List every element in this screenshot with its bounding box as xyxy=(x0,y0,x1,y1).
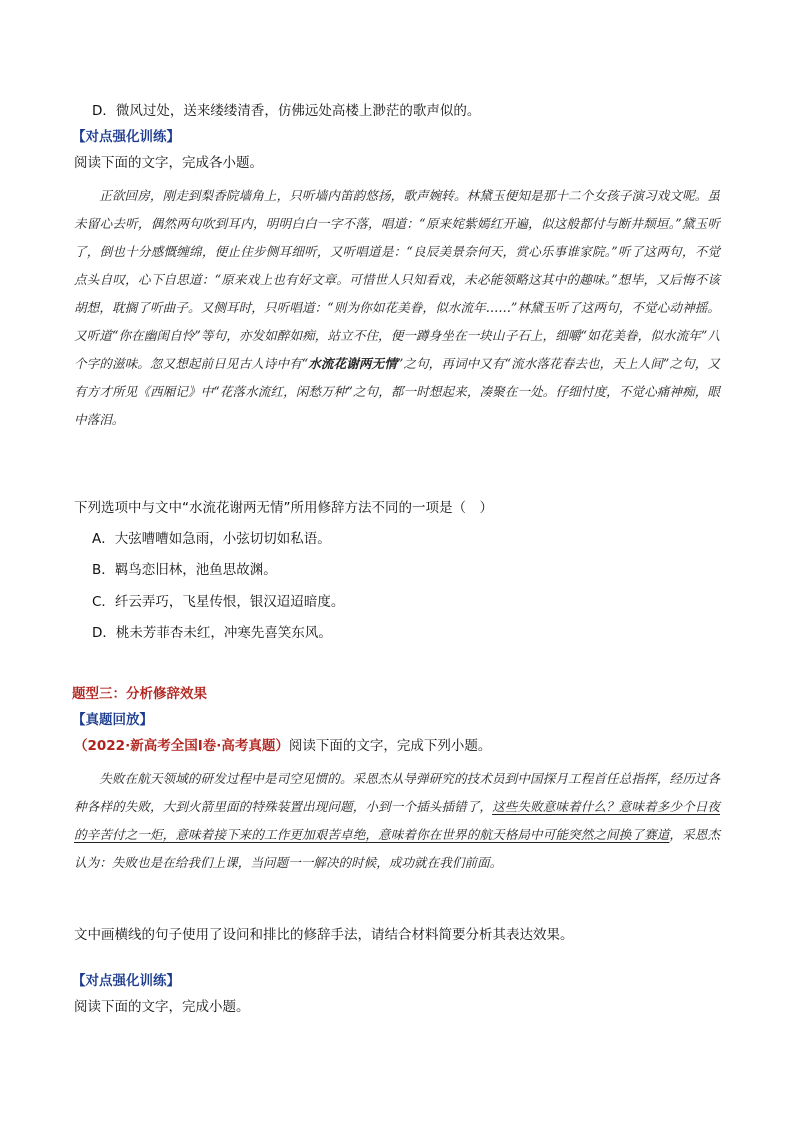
passage-aerospace xyxy=(74,765,720,877)
option-c: C．纤云弄巧，飞星传恨，银汉迢迢暗度。 xyxy=(92,594,345,610)
passage-aerospace-part1: 失败在航天领域的研发过程中是司空见惯的。采恩杰从导弹研究的技术员到中国探月工程首任总指挥，经历过各种各样的失败，大到火箭里面的特殊装置出现问题，小到一个插头插错了， xyxy=(74,771,720,814)
option-a: A．大弦嘈嘈如急雨，小弦切切如私语。 xyxy=(92,531,331,547)
drill-heading-1: 【对点强化训练】 xyxy=(72,129,180,145)
passage-aerospace-part2: ，采恩杰认为：失败也是在给我们上课，当问题一一解决的时候，成功就在我们前面。 xyxy=(74,827,721,870)
instruction-2: 阅读下面的文字，完成下列小题。 xyxy=(288,738,492,754)
instruction-1: 阅读下面的文字，完成各小题。 xyxy=(74,155,263,171)
instruction-3: 阅读下面的文字，完成小题。 xyxy=(74,999,250,1015)
passage-daiyu xyxy=(74,182,720,434)
option-b: B．羁鸟恋旧林，池鱼思故渊。 xyxy=(92,562,277,578)
real-question-heading: 【真题回放】 xyxy=(72,712,153,728)
source-line xyxy=(74,736,794,756)
passage-daiyu-part2: ”之句，再词中又有“流水落花春去也，天上人间”之句，又有方才所见《西厢记》中“花落水流红，闲愁万种”之句，都一时想起来，凑聚在一处。仔细忖度，不觉心痛神痴，眼中落泪。 xyxy=(74,356,720,427)
drill-heading-2: 【对点强化训练】 xyxy=(72,973,180,989)
question-2: 文中画横线的句子使用了设问和排比的修辞手法，请结合材料简要分析其表达效果。 xyxy=(74,927,574,943)
passage-daiyu-part1: 正欲回房，刚走到梨香院墙角上，只听墙内笛韵悠扬，歌声婉转。林黛玉便知是那十二个女孩子演习戏文呢。虽未留心去听，偶然两句吹到耳内，明明白白一字不落，唱道：“原来姹紫嫣红开遍，似这般都付与断井颓垣。”黛玉听了，倒也十分感慨缠绵，便止住步侧耳细听，又听唱道是：“良辰美景奈何天，赏心乐事谁家院。”听了这两句，不觉点头自叹，心下自思道：“原来戏上也有好文章。可惜世人只知看戏，未必能领略这其中的趣味。”想毕，又后悔不该胡想，耽搁了听曲子。又侧耳时，只听唱道：“则为你如花美眷，似水流年……”林黛玉听了这两句，不觉心动神摇。又听道“你在幽闺自怜”等句，亦发如醉如痴，站立不住，便一蹲身坐在一块山子石上，细嚼“如花美眷，似水流年”八个字的滋味。忽又想起前日见古人诗中有“ xyxy=(74,188,720,371)
question-1: 下列选项中与文中“水流花谢两无情”所用修辞方法不同的一项是（ ） xyxy=(74,500,493,516)
underlined-sentence: 这些失败意味着什么？意味着多少个日夜的辛苦付之一炬，意味着接下来的工作更加艰苦卓绝，意味着你在世界的航天格局中可能突然之间换了赛道 xyxy=(74,799,721,842)
option-d: D．桃未芳菲杏未红，冲寒先喜笑东风。 xyxy=(92,625,332,641)
exam-source: （2022·新高考全国Ⅰ卷·高考真题） xyxy=(74,738,289,754)
section-title: 题型三：分析修辞效果 xyxy=(72,686,207,702)
option-d-previous: D．微风过处，送来缕缕清香，仿佛远处高楼上渺茫的歌声似的。 xyxy=(92,103,481,119)
passage-daiyu-bold: 水流花谢两无情 xyxy=(308,356,397,371)
